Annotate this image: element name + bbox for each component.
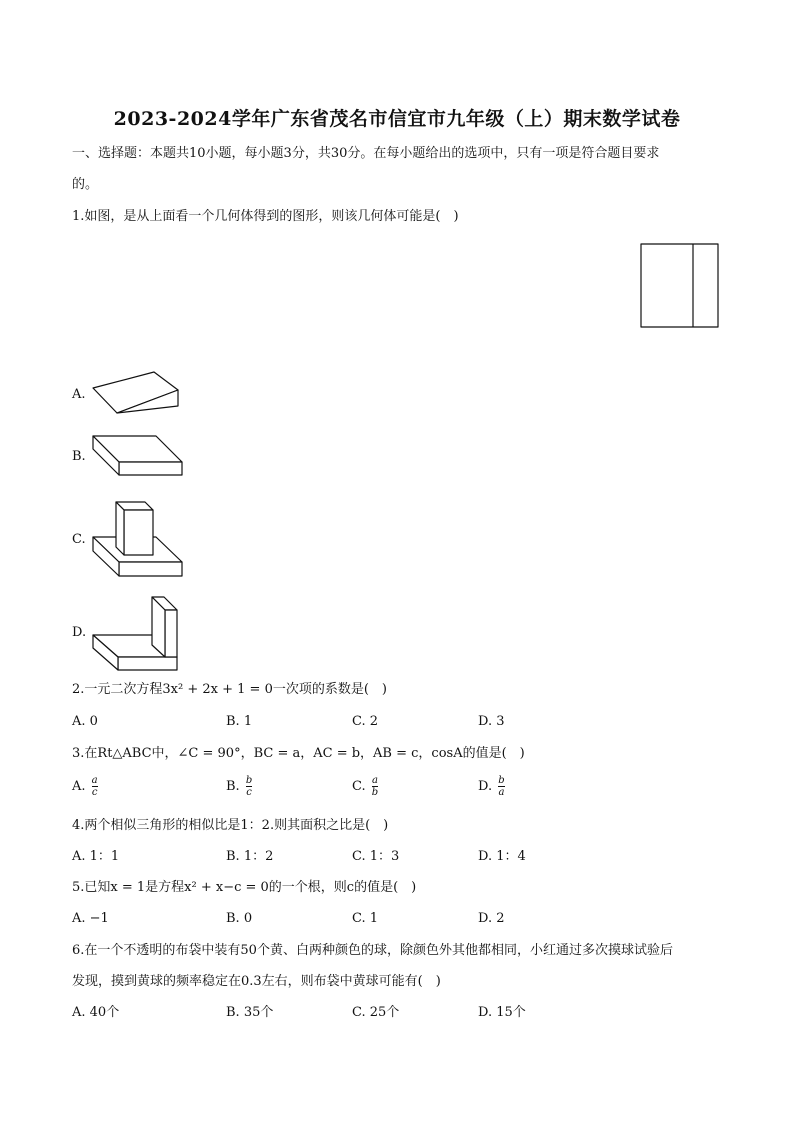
q3-option-d-denominator: a <box>498 787 505 798</box>
q4-option-a: A. 1：1 <box>72 849 120 864</box>
q2-stem: 2.一元二次方程3x² + 2x + 1 = 0一次项的系数是( ) <box>72 682 387 697</box>
q1-option-b-figure <box>90 433 190 479</box>
q6-stem-line2: 发现，摸到黄球的频率稳定在0.3左右，则布袋中黄球可能有( ) <box>72 974 441 989</box>
q3-option-b-denominator: c <box>246 787 252 798</box>
q3-option-a <box>72 775 98 798</box>
q3-option-b-numerator: b <box>245 775 253 786</box>
q3-stem: 3.在Rt△ABC中，∠C = 90°，BC = a，AC = b，AB = c，cosA的值是( ) <box>72 746 525 761</box>
q3-option-a-fraction <box>92 775 98 798</box>
q3-option-b-letter: B. <box>226 779 240 794</box>
q5-option-c: C. 1 <box>352 911 379 926</box>
q3-option-c-denominator: b <box>371 787 379 798</box>
q2-option-a: A. 0 <box>72 714 98 729</box>
q4-option-c: C. 1：3 <box>352 849 400 864</box>
q3-option-a-letter: A. <box>72 779 86 794</box>
q2-option-d: D. 3 <box>478 714 505 729</box>
q4-stem: 4.两个相似三角形的相似比是1：2.则其面积之比是( ) <box>72 818 389 833</box>
q3-option-d <box>478 775 505 798</box>
q3-option-b-fraction <box>246 775 252 798</box>
q1-stem: 1.如图，是从上面看一个几何体得到的图形，则该几何体可能是( ) <box>72 209 459 224</box>
q3-option-d-fraction <box>498 775 504 798</box>
q4-option-d: D. 1：4 <box>478 849 526 864</box>
q3-option-a-denominator: c <box>91 787 98 798</box>
q3-option-c <box>352 775 378 798</box>
q2-option-c: C. 2 <box>352 714 379 729</box>
q6-option-b: B. 35个 <box>226 1005 274 1020</box>
q1-option-d-label: D. <box>72 625 87 640</box>
q3-option-c-letter: C. <box>352 779 366 794</box>
q3-option-b <box>226 775 252 798</box>
exam-title: 2023-2024学年广东省茂名市信宜市九年级（上）期末数学试卷 <box>113 108 681 130</box>
q5-stem: 5.已知x = 1是方程x² + x−c = 0的一个根，则c的值是( ) <box>72 880 417 895</box>
q1-option-a-label: A. <box>72 387 86 402</box>
q6-option-a: A. 40个 <box>72 1005 120 1020</box>
q1-option-c-label: C. <box>72 532 86 547</box>
q3-option-c-fraction <box>372 775 378 798</box>
q1-top-view-figure <box>640 243 720 329</box>
section-instruction-line2: 的。 <box>72 177 99 192</box>
q5-option-b: B. 0 <box>226 911 253 926</box>
q1-option-d-figure <box>90 593 190 673</box>
q3-option-d-numerator: b <box>498 775 505 786</box>
q3-option-c-numerator: a <box>371 775 378 786</box>
q2-option-b: B. 1 <box>226 714 253 729</box>
q1-option-a-figure <box>90 370 190 416</box>
q6-option-c: C. 25个 <box>352 1005 400 1020</box>
q3-option-d-letter: D. <box>478 779 493 794</box>
q6-stem-line1: 6.在一个不透明的布袋中装有50个黄、白两种颜色的球，除颜色外其他都相同，小红通过多次摸球试验后 <box>72 943 673 958</box>
q1-option-c-figure <box>90 499 190 581</box>
q3-option-a-numerator: a <box>91 775 98 786</box>
q1-option-b-label: B. <box>72 449 86 464</box>
q5-option-d: D. 2 <box>478 911 505 926</box>
q6-option-d: D. 15个 <box>478 1005 526 1020</box>
q4-option-b: B. 1：2 <box>226 849 274 864</box>
section-instruction-line1: 一、选择题：本题共10小题，每小题3分，共30分。在每小题给出的选项中，只有一项是符合题目要求 <box>72 146 660 161</box>
q5-option-a: A. −1 <box>72 911 109 926</box>
